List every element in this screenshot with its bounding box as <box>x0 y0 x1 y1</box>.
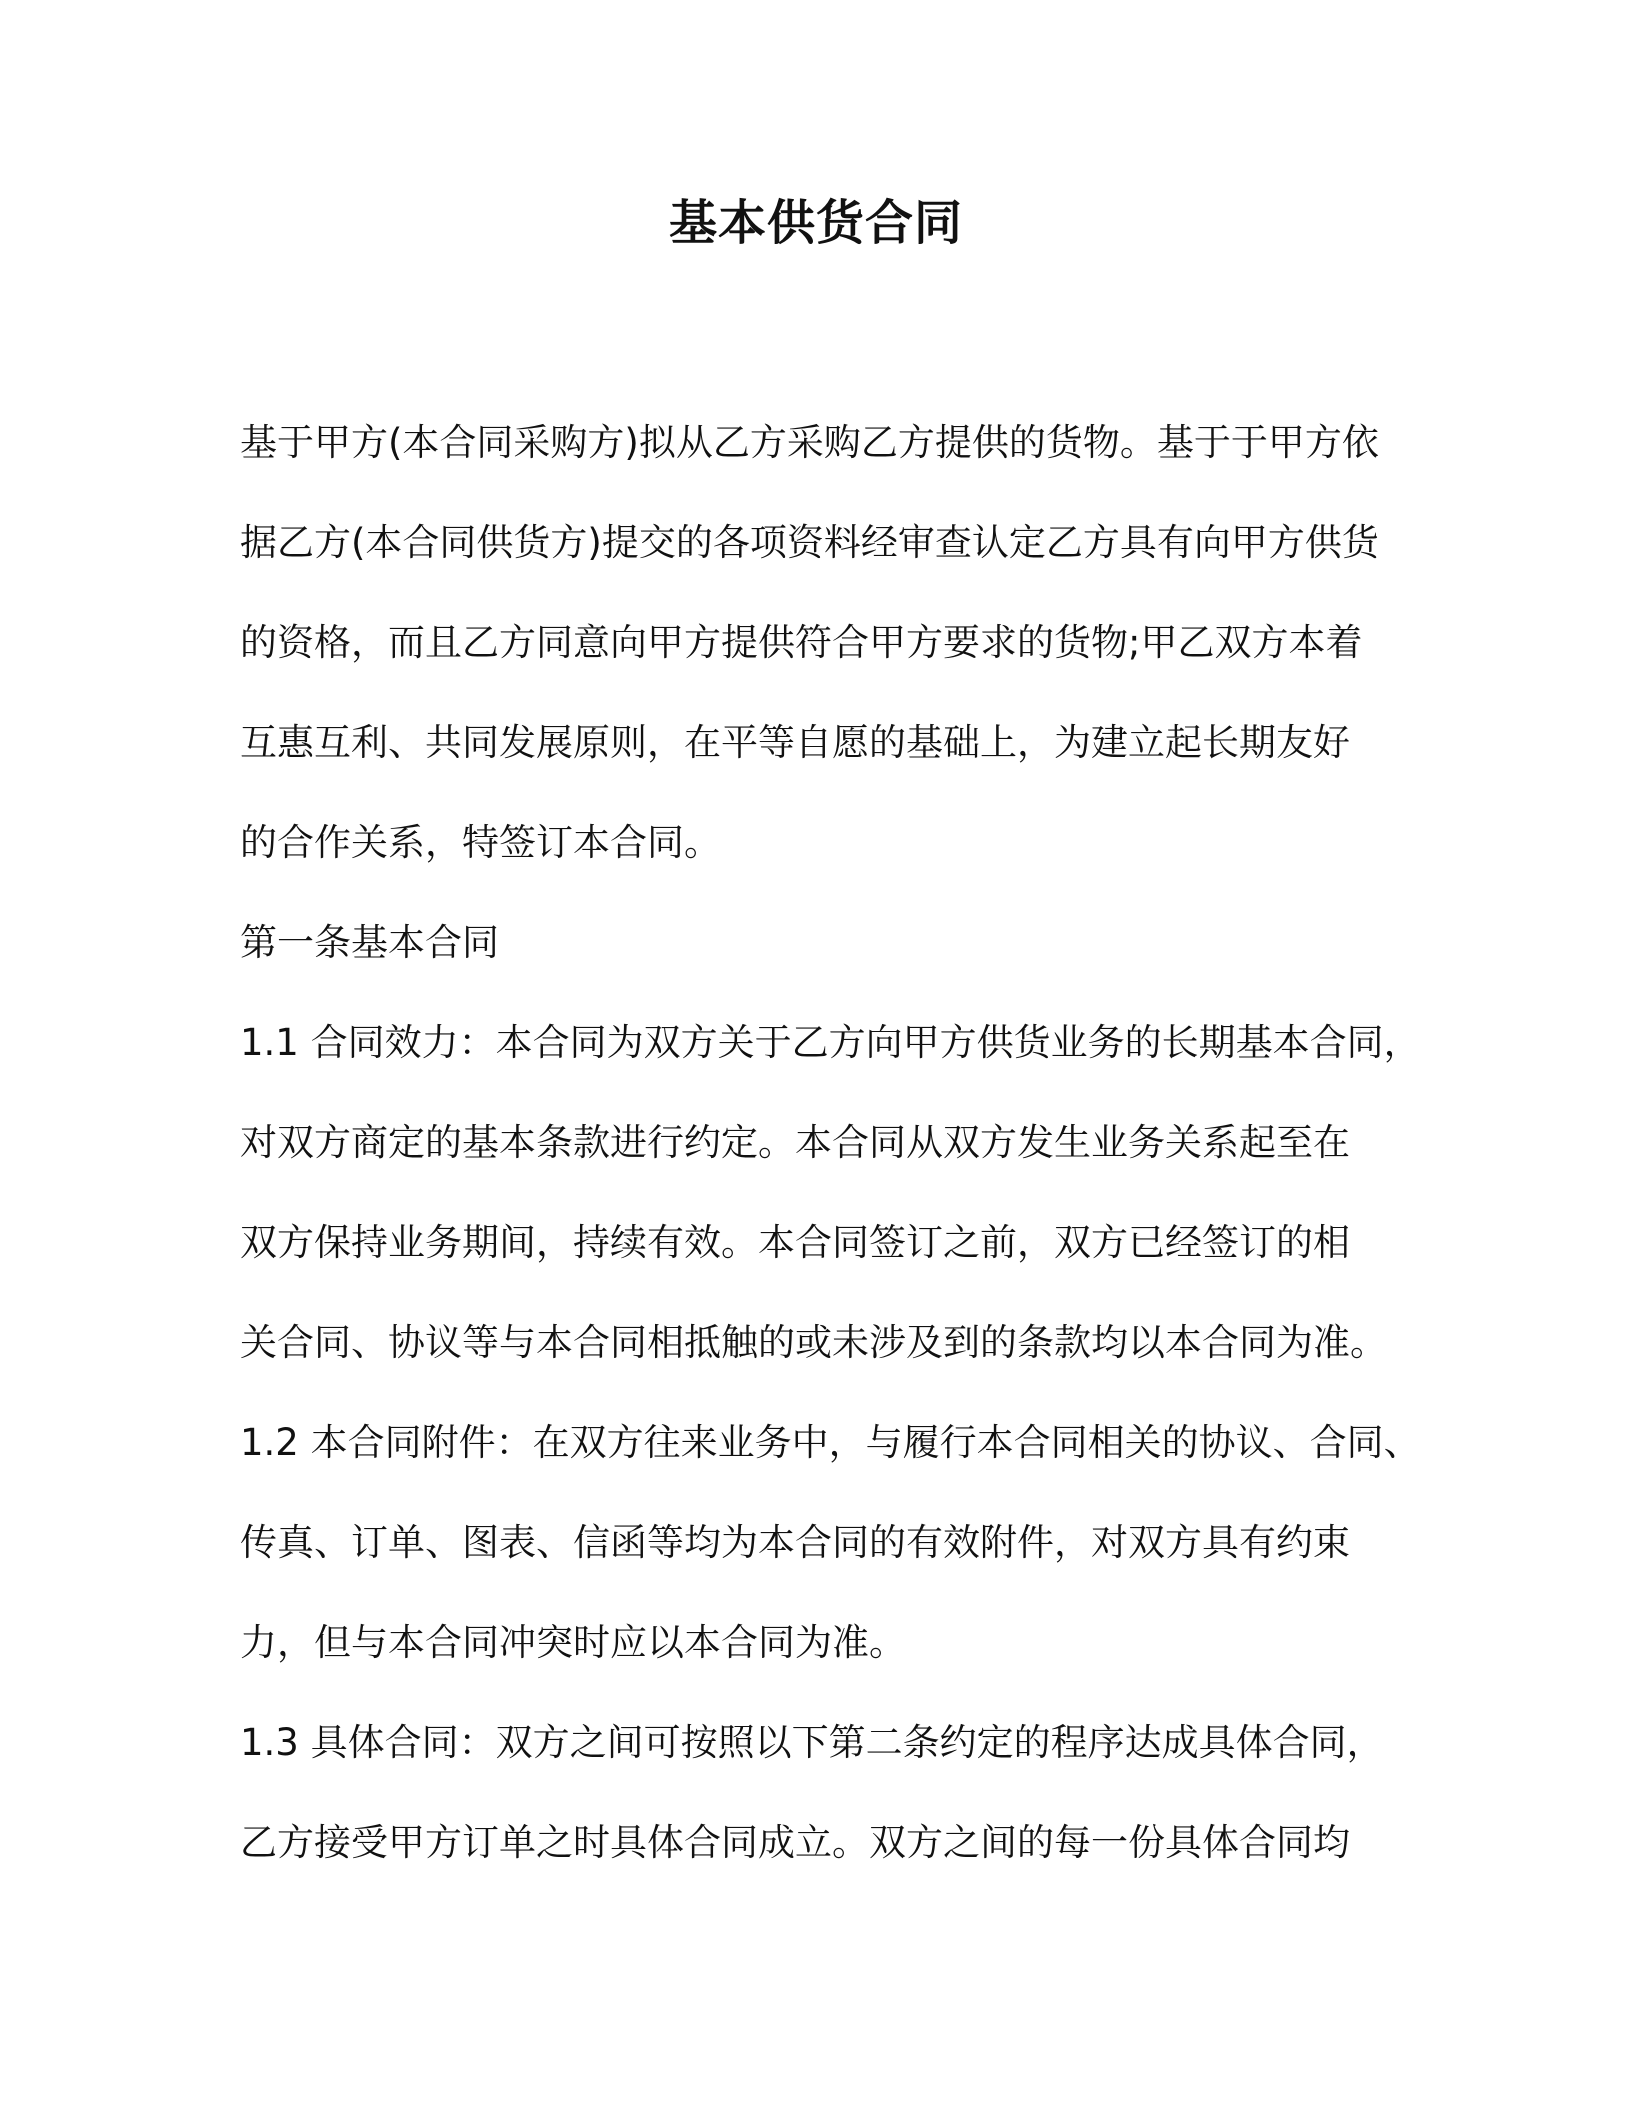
clause-line: 关合同、协议等与本合同相抵触的或未涉及到的条款均以本合同为准。 <box>240 1321 1387 1364</box>
clause-line: 双方保持业务期间，持续有效。本合同签订之前，双方已经签订的相 <box>240 1221 1350 1264</box>
document-title: 基本供货合同 <box>668 195 963 251</box>
section-heading: 第一条基本合同 <box>240 921 499 964</box>
paragraph-line: 据乙方(本合同供货方)提交的各项资料经审查认定乙方具有向甲方供货 <box>240 521 1379 564</box>
paragraph-line: 互惠互利、共同发展原则，在平等自愿的基础上，为建立起长期友好 <box>240 721 1350 764</box>
paragraph-line: 基于甲方(本合同采购方)拟从乙方采购乙方提供的货物。基于于甲方依 <box>240 421 1379 464</box>
clause-line: 乙方接受甲方订单之时具体合同成立。双方之间的每一份具体合同均 <box>240 1821 1350 1864</box>
clause-line: 1.1 合同效力：本合同为双方关于乙方向甲方供货业务的长期基本合同， <box>240 1021 1421 1064</box>
clause-line: 1.2 本合同附件：在双方往来业务中，与履行本合同相关的协议、合同、 <box>240 1421 1421 1464</box>
clause-line: 1.3 具体合同：双方之间可按照以下第二条约定的程序达成具体合同， <box>240 1721 1384 1764</box>
clause-line: 对双方商定的基本条款进行约定。本合同从双方发生业务关系起至在 <box>240 1121 1350 1164</box>
paragraph-line: 的合作关系，特签订本合同。 <box>240 821 721 864</box>
clause-line: 力，但与本合同冲突时应以本合同为准。 <box>240 1621 906 1664</box>
paragraph-line: 的资格，而且乙方同意向甲方提供符合甲方要求的货物;甲乙双方本着 <box>240 621 1363 664</box>
clause-line: 传真、订单、图表、信函等均为本合同的有效附件，对双方具有约束 <box>240 1521 1350 1564</box>
